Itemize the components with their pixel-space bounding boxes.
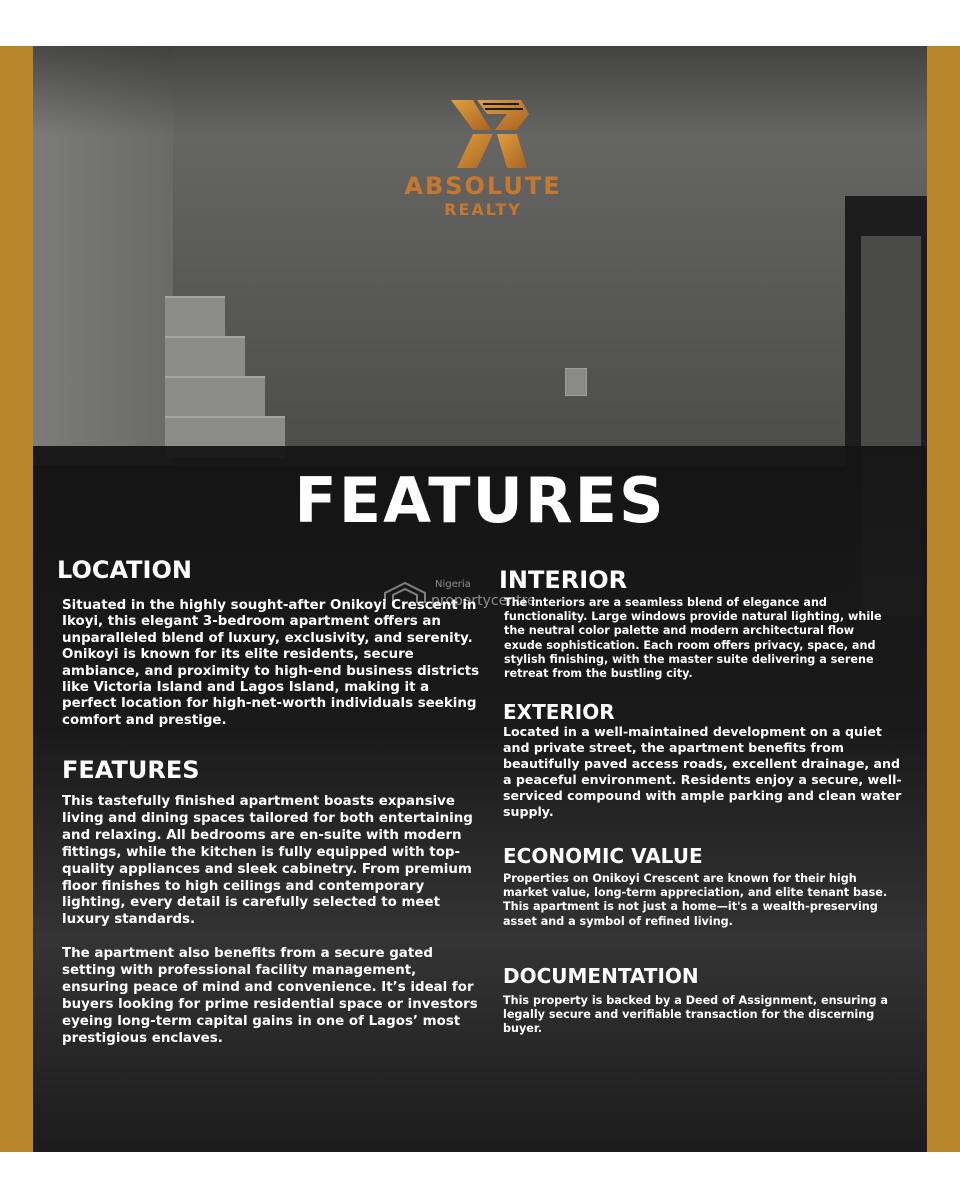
features-heading: FEATURES <box>62 756 200 784</box>
poster <box>33 46 927 1152</box>
light-switch <box>565 368 587 396</box>
gold-border-left <box>0 46 33 1152</box>
watermark <box>383 579 536 609</box>
interior-heading: INTERIOR <box>499 566 628 594</box>
absolute-realty-logo <box>383 96 583 226</box>
features-body-2: The apartment also benefits from a secure gated setting with professional facility management, ensuring peace of mind and convenience. It’s ideal for buyers looking for prime residential space or investors eyeing long-term capital gains in one of Lagos’ most prestigious enclaves. <box>62 946 478 1046</box>
location-heading: LOCATION <box>57 556 192 584</box>
watermark-country: Nigeria <box>435 579 471 590</box>
documentation-body: This property is backed by a Deed of Assignment, ensuring a legally secure and verifiable transaction for the discerning buyer. <box>503 994 888 1036</box>
economic-value-heading: ECONOMIC VALUE <box>503 844 703 868</box>
documentation-heading: DOCUMENTATION <box>503 964 699 988</box>
economic-value-body: Properties on Onikoyi Crescent are known for their high market value, long-term appreciation, and elite tenant base. This apartment is not just a home—it's a wealth-preserving asset and a symbol of refined living. <box>503 872 888 928</box>
exterior-body: Located in a well-maintained development on a quiet and private street, the apartment benefits from beautifully paved access roads, excellent drainage, and a peaceful environment. Residents enjoy a secure, well-serviced compound with ample parking and clean water supply. <box>503 724 902 819</box>
features-body-1: This tastefully finished apartment boasts expansive living and dining spaces tailored for both entertaining and relaxing. All bedrooms are en-suite with modern fittings, while the kitchen is fully equipped with top-quality appliances and sleek cabinetry. From premium floor finishes to high ceilings and contemporary lighting, every detail is carefully selected to meet luxury standards. <box>62 794 473 928</box>
gold-border-right <box>927 46 960 1152</box>
logo-mark-icon <box>433 96 533 174</box>
interior-body: The interiors are a seamless blend of elegance and functionality. Large windows provide natural lighting, while the neutral color palette and modern architectural flow exude sophistication. Each room offers privacy, space, and stylish finishing, with the master suite delivering a serene retreat from the bustling city. <box>504 596 882 681</box>
house-outline-icon <box>383 581 427 605</box>
location-body: Situated in the highly sought-after Onikoyi Crescent in Ikoyi, this elegant 3-bedroom apartment offers an unparalleled blend of luxury, exclusivity, and serenity. Onikoyi is known for its elite residents, secure ambiance, and proximity to high-end business districts like Victoria Island and Lagos Island, making it a perfect location for high-net-worth individuals seeking comfort and prestige. <box>62 598 480 728</box>
exterior-heading: EXTERIOR <box>503 700 615 724</box>
page-title: FEATURES <box>294 464 666 537</box>
watermark-site: propertycentre <box>431 593 536 609</box>
logo-word-realty: REALTY <box>444 200 522 219</box>
logo-word-absolute: ABSOLUTE <box>404 172 562 200</box>
